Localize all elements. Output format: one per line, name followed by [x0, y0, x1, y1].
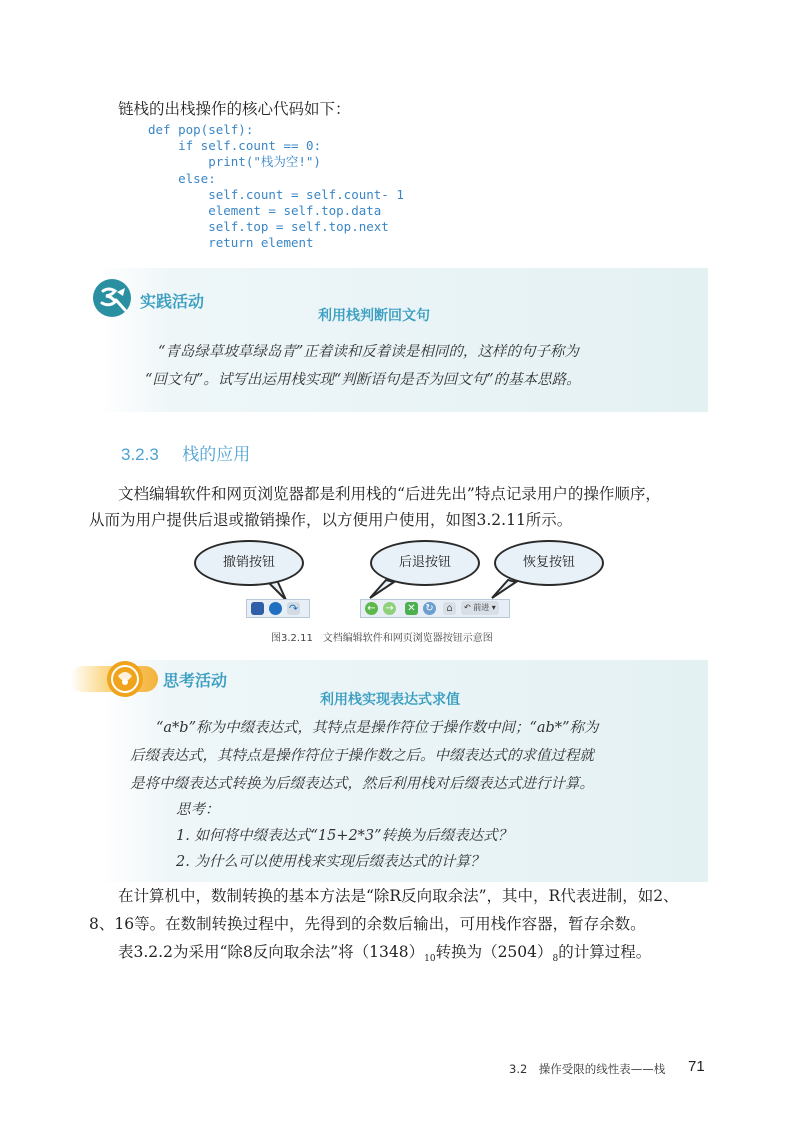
section-heading — [121, 440, 250, 465]
restore-button-label: 前进 — [473, 603, 490, 612]
section-text-line1: 文档编辑软件和网页浏览器都是利用栈的“后进先出”特点记录用户的操作顺序， — [118, 485, 661, 503]
section-number: 3.2.3 — [121, 445, 159, 464]
redo-icon[interactable]: ↷ — [288, 602, 299, 615]
forward-icon[interactable]: → — [383, 602, 396, 615]
closing-line3-pre: 表3.2.2为采用“除8反向取余法”将（1348） — [118, 943, 425, 961]
closing-line2: 8、16等。在数制转换过程中，先得到的余数后输出，可用栈作容器，暂存余数。 — [89, 915, 646, 933]
thinking-badge-icon — [106, 660, 144, 698]
code-line: if self.count == 0: — [148, 138, 322, 154]
practice-header: 实践活动 — [140, 292, 205, 311]
practice-text-line2: “回文句”。试写出运用栈实现“判断语句是否为回文句”的基本思路。 — [145, 372, 581, 388]
intro-text: 链栈的出栈操作的核心代码如下： — [118, 100, 351, 118]
section-title: 栈的应用 — [182, 445, 251, 464]
closing-line3-post: 的计算过程。 — [558, 943, 652, 961]
thinking-title: 利用栈实现表达式求值 — [320, 692, 460, 708]
think-label: 思考： — [176, 802, 220, 818]
code-line: return element — [148, 235, 314, 251]
undo-icon[interactable] — [269, 602, 282, 615]
code-line: else: — [148, 170, 216, 186]
save-icon[interactable] — [251, 602, 264, 615]
bubble-redo: 恢复按钮 — [494, 540, 604, 586]
code-line: def pop(self): — [148, 122, 254, 137]
thinking-line2: 后缀表达式，其特点是操作符位于操作数之后。中缀表达式的求值过程就 — [130, 748, 594, 764]
stop-icon[interactable]: ✕ — [405, 602, 418, 615]
bubble-back: 后退按钮 — [370, 540, 480, 586]
closing-line3-mid: 转换为（2504） — [435, 943, 553, 961]
think-question-1: 1. 如何将中缀表达式“15+2*3”转换为后缀表达式？ — [176, 828, 513, 844]
back-icon[interactable]: ← — [365, 602, 378, 615]
practice-title: 利用栈判断回文句 — [318, 308, 430, 324]
code-line: self.top = self.top.next — [148, 219, 389, 235]
refresh-icon[interactable]: ↻ — [423, 602, 436, 615]
bubble-undo: 撤销按钮 — [194, 540, 304, 586]
practice-text-line1: “青岛绿草坡草绿岛青”正着读和反着读是相同的，这样的句子称为 — [158, 344, 579, 360]
thinking-line3: 是将中缀表达式转换为后缀表达式，然后利用栈对后缀表达式进行计算。 — [130, 776, 594, 792]
code-line: print("栈为空!") — [148, 154, 321, 170]
closing-line1: 在计算机中，数制转换的基本方法是“除R反向取余法”，其中，R代表进制，如2、 — [118, 887, 679, 905]
figure-caption: 图3.2.11 文档编辑软件和网页浏览器按钮示意图 — [271, 633, 493, 644]
code-line: self.count = self.count- 1 — [148, 186, 404, 202]
restore-button[interactable]: ↶ 前进 ▾ — [461, 601, 499, 615]
closing-sub-10: 10 — [424, 954, 436, 965]
footer-section: 3.2 操作受限的线性表——栈 — [509, 1062, 666, 1076]
thinking-header: 思考活动 — [163, 671, 228, 690]
code-line: element = self.top.data — [148, 203, 382, 219]
home-icon[interactable]: ⌂ — [443, 602, 456, 615]
practice-badge-icon — [92, 278, 132, 318]
thinking-line1: “a*b”称为中缀表达式，其特点是操作符位于操作数中间；“ab*”称为 — [156, 720, 599, 736]
think-question-2: 2. 为什么可以使用栈来实现后缀表达式的计算？ — [176, 854, 485, 870]
code-block — [148, 122, 404, 252]
editor-toolbar — [246, 599, 310, 618]
closing-sub-8: 8 — [552, 954, 559, 965]
page-number: 71 — [688, 1058, 705, 1075]
section-text-line2: 从而为用户提供后退或撤销操作，以方便用户使用，如图3.2.11所示。 — [89, 511, 573, 529]
browser-toolbar — [360, 599, 510, 618]
closing-line3 — [118, 939, 651, 972]
